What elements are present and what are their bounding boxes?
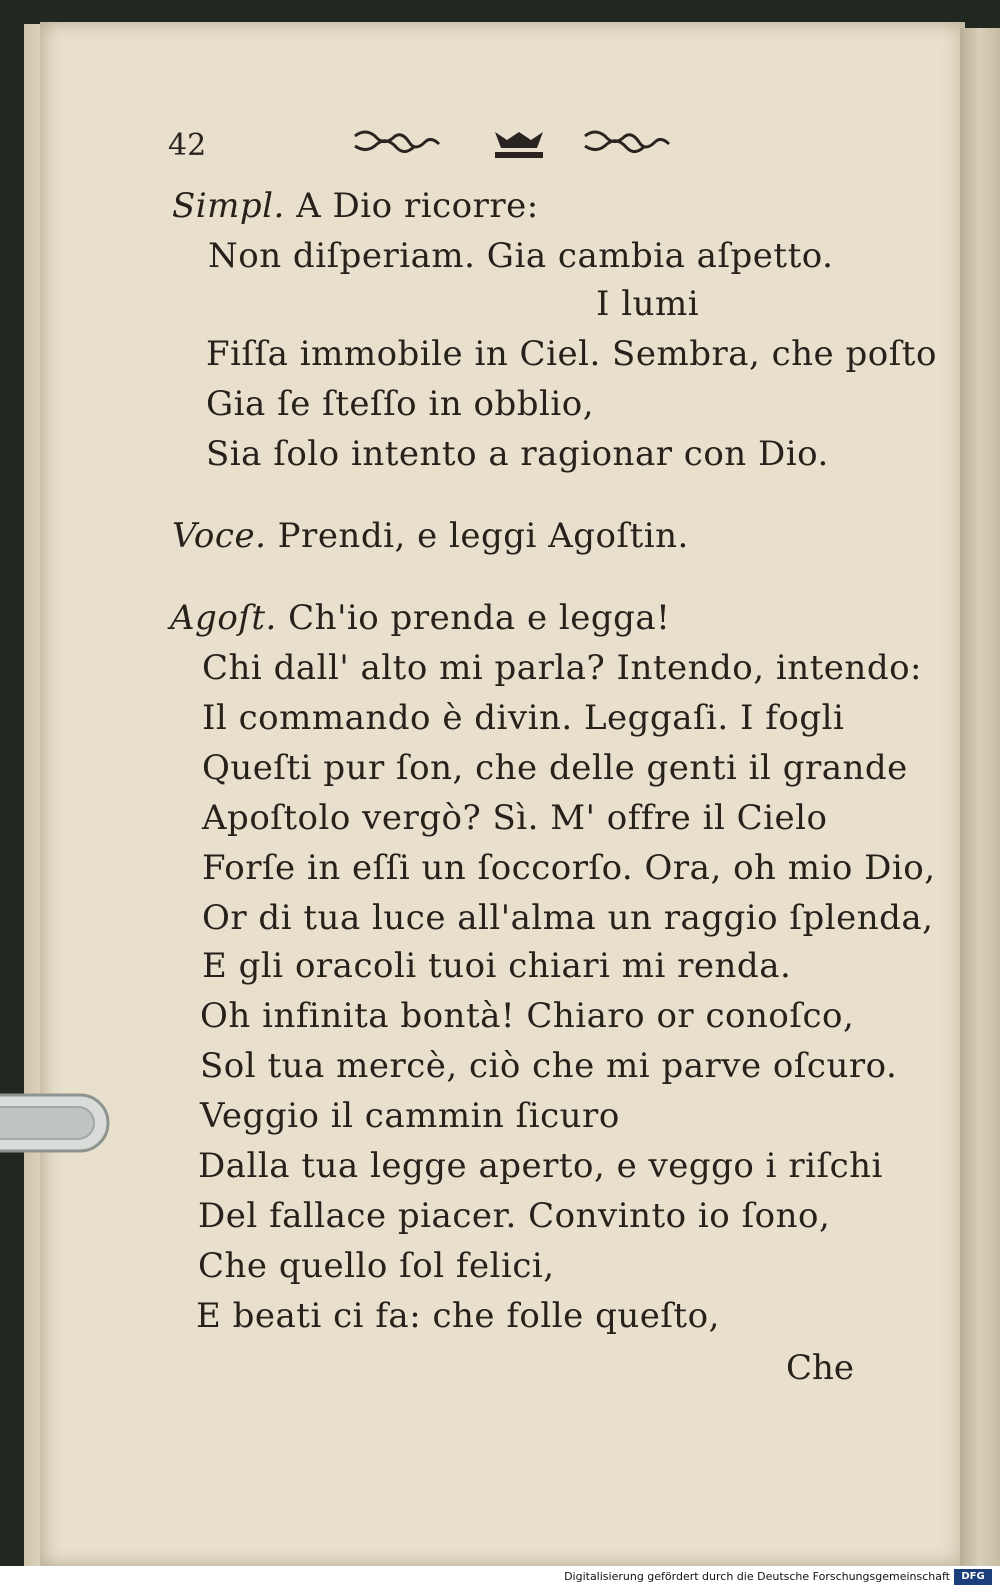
page-clip-icon [0,1085,112,1175]
text-line [200,996,854,1036]
digitization-credit: Digitalisierung gefördert durch die Deutsche Forschungsgemeinschaft [564,1570,950,1583]
line-text: Oh infinita bontà! Chiaro or conoſco, [200,996,855,1036]
text-line [172,516,689,556]
line-text: Non diſperiam. Gia cambia aſpetto. [208,236,834,276]
text-line [202,748,908,788]
line-text: Or di tua luce all'alma un raggio ſplenda, [202,898,934,938]
text-line [202,798,828,838]
text-line [596,284,699,324]
text-line [196,1296,720,1336]
text-line [200,1046,897,1086]
dfg-logo: DFG [954,1569,992,1585]
line-text: Fiſſa immobile in Ciel. Sembra, che poſto [206,334,937,374]
line-text: E beati ci fa: che folle queſto, [196,1296,720,1336]
line-text: Il commando è divin. Leggaſi. I fogli [202,698,845,738]
printer-ornament-icon [350,124,690,164]
text-line [202,848,936,888]
line-text: Chi dall' alto mi parla? Intendo, intendo: [202,648,923,688]
line-text: Apoſtolo vergò? Sì. M' offre il Cielo [202,798,828,838]
text-line [202,898,933,938]
catchword: Che [786,1348,855,1388]
text-line [170,598,670,638]
line-text: Del fallace piacer. Convinto io ſono, [198,1196,831,1236]
facing-page-edge [960,28,1000,1566]
speaker-name: Voce. [172,516,267,556]
line-text: Queſti pur ſon, che delle genti il grande [202,748,908,788]
line-text: Veggio il cammin ſicuro [200,1096,620,1136]
text-line [202,946,791,986]
text-line [198,1246,555,1286]
footer-bar [0,1566,1000,1589]
text-line [202,698,844,738]
text-line [200,1096,620,1136]
line-text: Forſe in eſſi un ſoccorſo. Ora, oh mio Dio, [202,848,936,888]
line-text: Che quello ſol felici, [198,1246,555,1286]
text-line [198,1196,830,1236]
line-text: I lumi [596,284,700,324]
line-text: Dalla tua legge aperto, e veggo i riſchi [198,1146,883,1186]
text-line [208,236,833,276]
line-text: Sia ſolo intento a ragionar con Dio. [206,434,829,474]
speaker-name: Simpl. [172,186,285,226]
text-line [206,384,594,424]
text-line [206,334,937,374]
text-line [172,186,539,226]
line-text: Prendi, e leggi Agoſtin. [266,516,689,556]
line-text: Sol tua mercè, ciò che mi parve oſcuro. [200,1046,898,1086]
text-line [198,1146,883,1186]
line-text: A Dio ricorre: [284,186,539,226]
text-line [202,648,922,688]
page-number: 42 [168,128,207,163]
line-text: Ch'io prenda e legga! [276,598,671,638]
text-line [206,434,829,474]
speaker-name: Agoſt. [170,598,277,638]
line-text: E gli oracoli tuoi chiari mi renda. [202,946,792,986]
line-text: Gia ſe ſteſſo in obblio, [206,384,595,424]
